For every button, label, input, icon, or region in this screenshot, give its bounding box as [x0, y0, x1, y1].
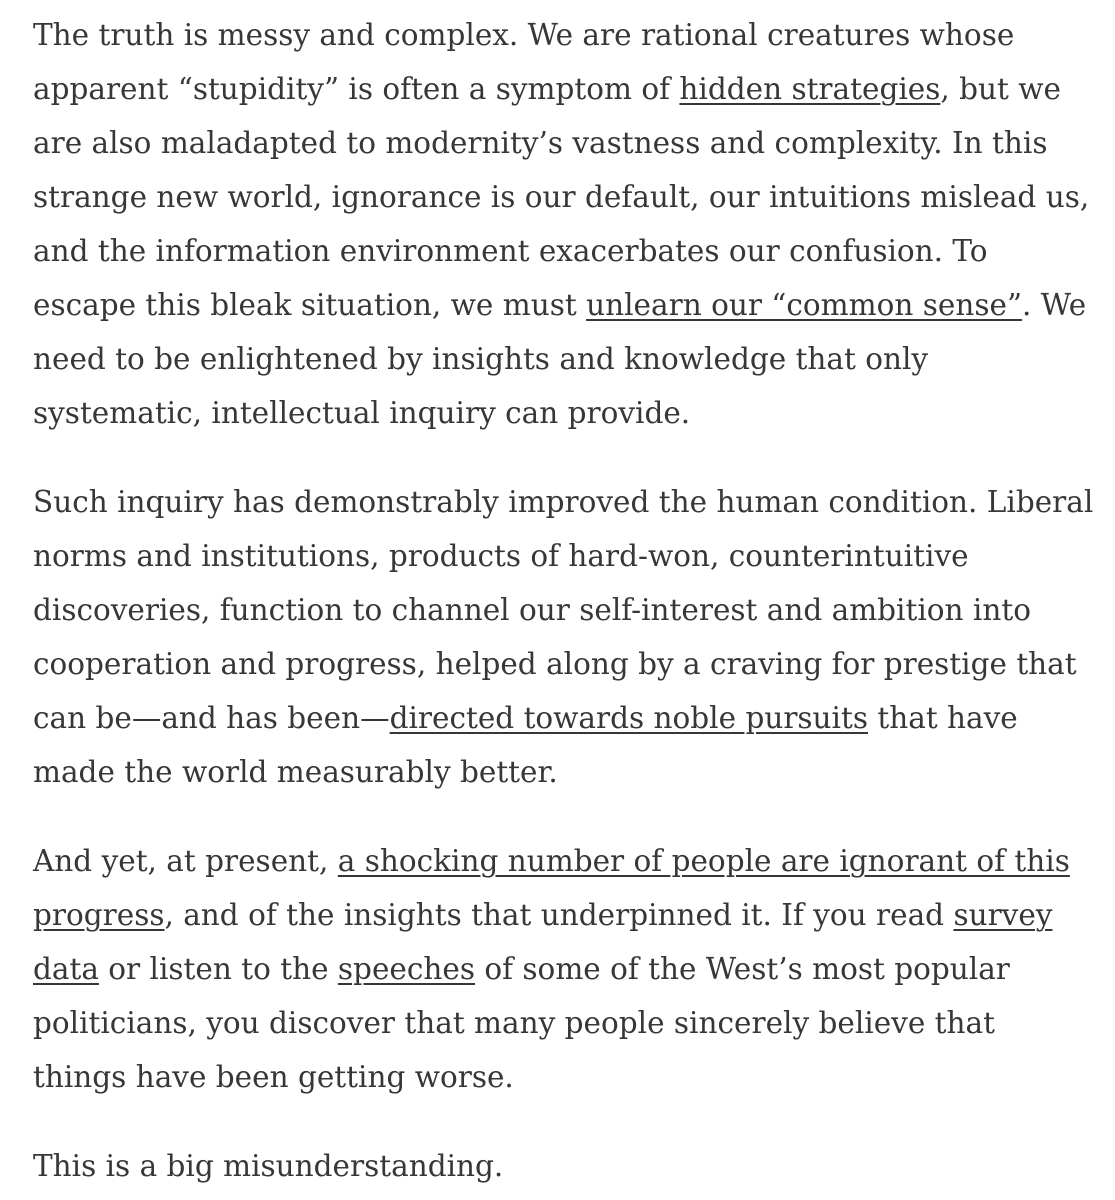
paragraph-4 [33, 1139, 1095, 1193]
text-segment: , but we are also maladapted to modernity’s vastness and complexity. In this strange new world, ignorance is our default, our intuitions mislead us, and the information environment exacerbates our confusion. To escape this bleak situation, we must [33, 72, 1090, 322]
text-segment: And yet, at present, [33, 844, 338, 878]
text-segment: The truth is messy and complex. We are rational creatures whose apparent “stupidity” is often a symptom of [33, 18, 1015, 106]
text-segment: . We need to be enlightened by insights and knowledge that only systematic, intellectual inquiry can provide. [33, 288, 1087, 430]
link-survey-data[interactable]: survey data [33, 898, 1053, 986]
link-speeches[interactable]: speeches [337, 952, 475, 986]
text-segment: Such inquiry has demonstrably improved the human condition. Liberal norms and institutions, products of hard-won, counterintuitive discoveries, function to channel our self-interest and ambition into cooperation and progress, helped along by a craving for prestige that can be—and has been— [33, 485, 1094, 735]
link-hidden-strategies[interactable]: hidden strategies [679, 72, 941, 106]
text-segment: of some of the West’s most popular politicians, you discover that many people sincerely believe that things have been getting worse. [33, 952, 1010, 1094]
link-shocking-number-of-people[interactable]: a shocking number of people are ignorant of this progress [33, 844, 1070, 932]
text-segment: or listen to the [98, 952, 338, 986]
text-segment: that have made the world measurably better. [33, 701, 1018, 789]
link-unlearn-common-sense[interactable]: unlearn our “common sense” [586, 288, 1023, 322]
link-directed-towards-noble-pursuits[interactable]: directed towards noble pursuits [389, 701, 868, 735]
text-segment: , and of the insights that underpinned it. If you read [164, 898, 954, 932]
paragraph-2 [33, 475, 1095, 799]
paragraph-3 [33, 834, 1095, 1104]
text-segment: This is a big misunderstanding. [33, 1149, 504, 1183]
paragraph-1 [33, 8, 1095, 440]
